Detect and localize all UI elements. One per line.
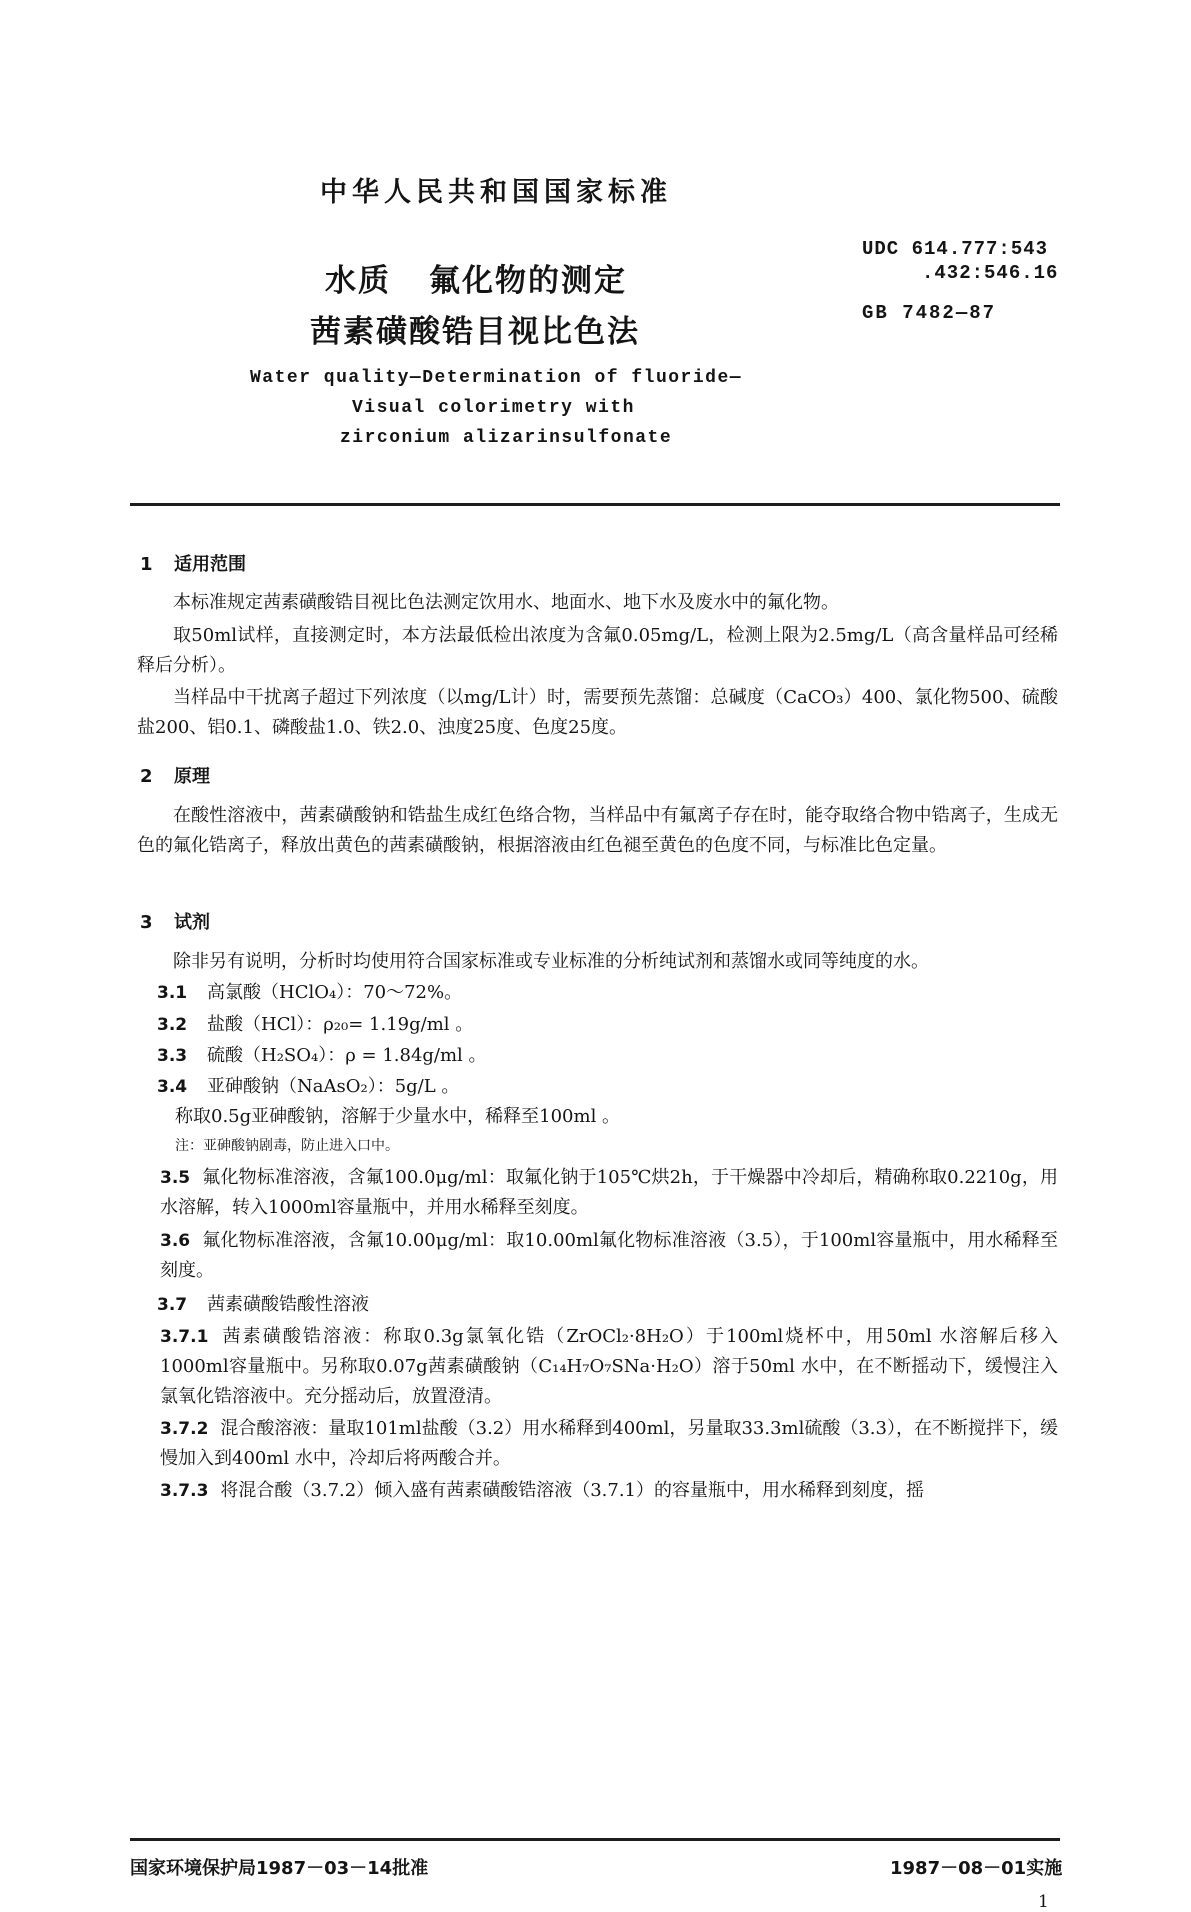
reagent-3-2: 3.2 盐酸（HCl）：ρ₂₀= 1.19g/ml 。	[157, 1014, 474, 1035]
reagent-3-7-1: 3.7.1 茜素磺酸锆溶液：称取0.3g氯氧化锆（ZrOCl₂·8H₂O）于100ml烧杯中，用50ml 水溶解后移入1000ml容量瓶中。另称取0.07g茜素磺酸钠（C₁₄H₇O₇SNa·H₂O）溶于50ml 水中，在不断摇动下，缓慢注入氯氧化锆溶液中。充分摇动后，放置澄清。	[160, 1326, 1058, 1407]
section-2-paragraph-1: 在酸性溶液中，茜素磺酸钠和锆盐生成红色络合物，当样品中有氟离子存在时，能夺取络合物中锆离子，生成无色的氟化锆离子，释放出黄色的茜素磺酸钠，根据溶液由红色褪至黄色的色度不同，与标准比色定量。	[137, 805, 1058, 856]
reagent-3-3: 3.3 硫酸（H₂SO₄）：ρ = 1.84g/ml 。	[157, 1045, 487, 1066]
section-1-paragraph-1: 本标准规定茜素磺酸锆目视比色法测定饮用水、地面水、地下水及废水中的氟化物。	[173, 592, 839, 613]
section-1-heading: 1 适用范围	[140, 554, 246, 575]
page-number: 1	[1038, 1892, 1049, 1912]
title-part-water-quality: 水质	[325, 263, 391, 299]
english-title-line3: zirconium alizarinsulfonate	[340, 428, 673, 448]
approval-date: 国家环境保护局1987－03－14批准	[130, 1858, 429, 1879]
reagent-3-7-2: 3.7.2 混合酸溶液：量取101ml盐酸（3.2）用水稀释到400ml，另量取33.3ml硫酸（3.3），在不断搅拌下，缓慢加入到400ml 水中，冷却后将两酸合并。	[160, 1418, 1058, 1469]
national-standard-heading: 中华人民共和国国家标准	[320, 177, 672, 208]
reagent-3-1: 3.1 高氯酸（HClO₄）：70～72%。	[157, 982, 463, 1003]
reagent-3-4: 3.4 亚砷酸钠（NaAsO₂）：5g/L 。	[157, 1076, 460, 1097]
reagent-3-5: 3.5 氟化物标准溶液，含氟100.0μg/ml：取氟化钠于105℃烘2h，于干燥器中冷却后，精确称取0.2210g，用水溶解，转入1000ml容量瓶中，并用水稀释至刻度。	[160, 1167, 1058, 1218]
header-divider	[130, 503, 1060, 506]
reagent-3-4-note: 注：亚砷酸钠剧毒，防止进入口中。	[175, 1138, 399, 1154]
section-3-paragraph-1: 除非另有说明，分析时均使用符合国家标准或专业标准的分析纯试剂和蒸馏水或同等纯度的水。	[173, 951, 929, 972]
title-part-fluoride: 氟化物的测定	[429, 263, 627, 299]
reagent-3-7-3: 3.7.3 将混合酸（3.7.2）倾入盛有茜素磺酸锆溶液（3.7.1）的容量瓶中，用水稀释到刻度，摇	[160, 1480, 925, 1501]
gb-standard-number: GB 7482—87	[862, 302, 997, 324]
section-1-paragraph-2: 取50ml试样，直接测定时，本方法最低检出浓度为含氟0.05mg/L，检测上限为2.5mg/L（高含量样品可经稀释后分析）。	[137, 625, 1058, 676]
english-title-line2: Visual colorimetry with	[352, 398, 635, 418]
english-title-line1: Water quality—Determination of fluoride—	[250, 368, 743, 388]
document-title-line2: 茜素磺酸锆目视比色法	[310, 314, 640, 350]
reagent-3-4-preparation: 称取0.5g亚砷酸钠，溶解于少量水中，稀释至100ml 。	[175, 1106, 621, 1127]
effective-date: 1987－08－01实施	[890, 1858, 1063, 1879]
document-title-line1	[325, 255, 627, 300]
udc-number-line1: UDC 614.777:543	[862, 238, 1049, 260]
footer-divider	[130, 1838, 1060, 1841]
section-1-paragraph-3: 当样品中干扰离子超过下列浓度（以mg/L计）时，需要预先蒸馏：总碱度（CaCO₃）400、氯化物500、硫酸盐200、铝0.1、磷酸盐1.0、铁2.0、浊度25度、色度25度。	[137, 687, 1058, 738]
section-2-heading: 2 原理	[140, 766, 210, 787]
section-3-heading: 3 试剂	[140, 912, 210, 933]
reagent-3-6: 3.6 氟化物标准溶液，含氟10.00μg/ml：取10.00ml氟化物标准溶液（3.5），于100ml容量瓶中，用水稀释至刻度。	[160, 1230, 1058, 1281]
reagent-3-7: 3.7 茜素磺酸锆酸性溶液	[157, 1294, 369, 1315]
udc-number-line2: .432:546.16	[922, 262, 1059, 284]
